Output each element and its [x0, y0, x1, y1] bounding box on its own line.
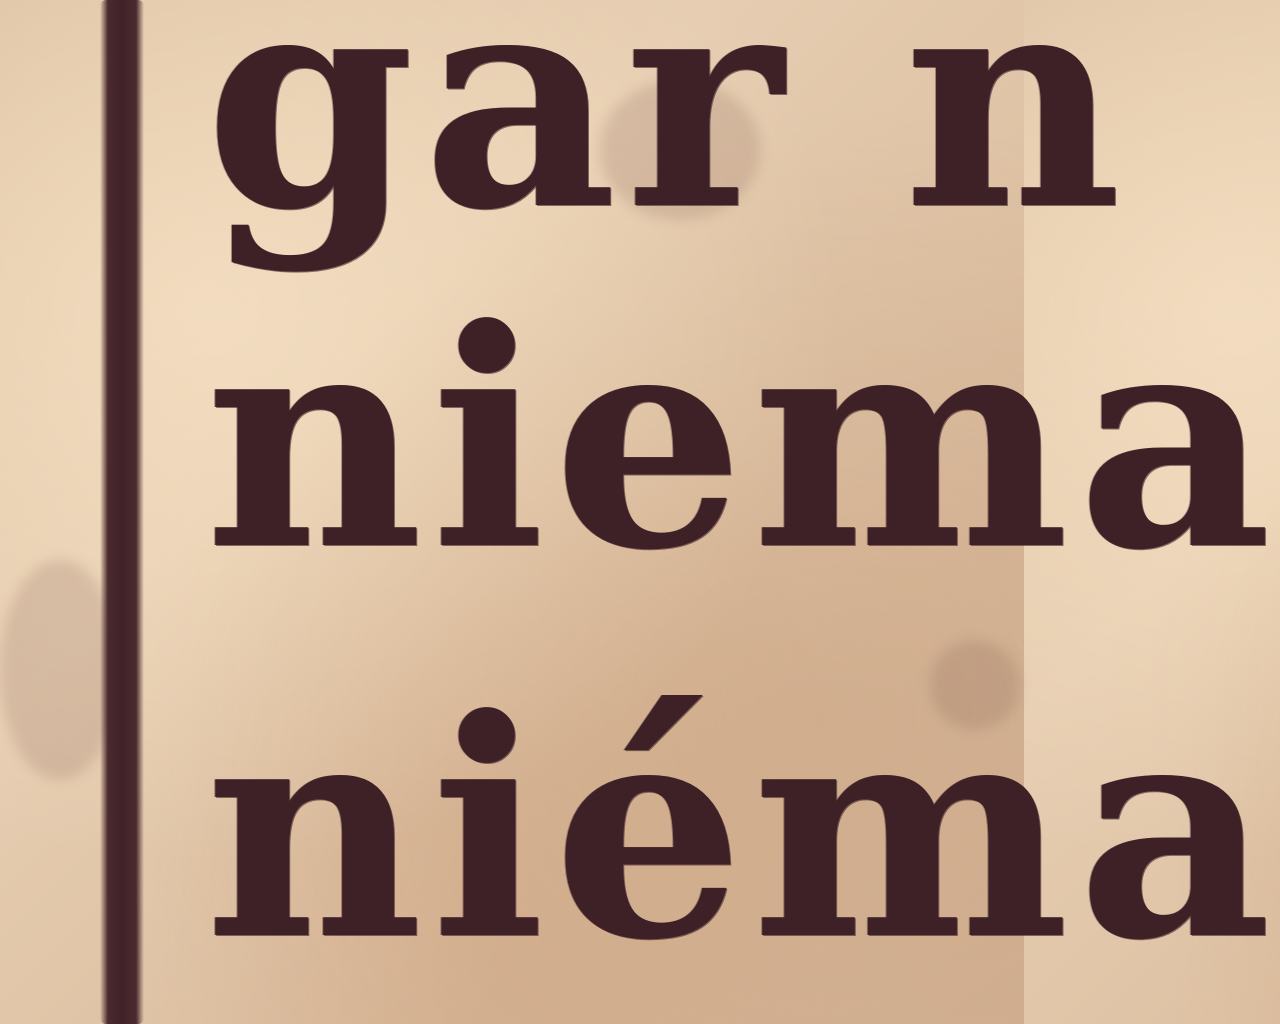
text-line-1: gar n: [205, 0, 1130, 276]
margin-rule: [100, 0, 144, 1024]
text-line-3: niéma: [205, 653, 1280, 1006]
text-line-2: niema: [205, 263, 1280, 616]
